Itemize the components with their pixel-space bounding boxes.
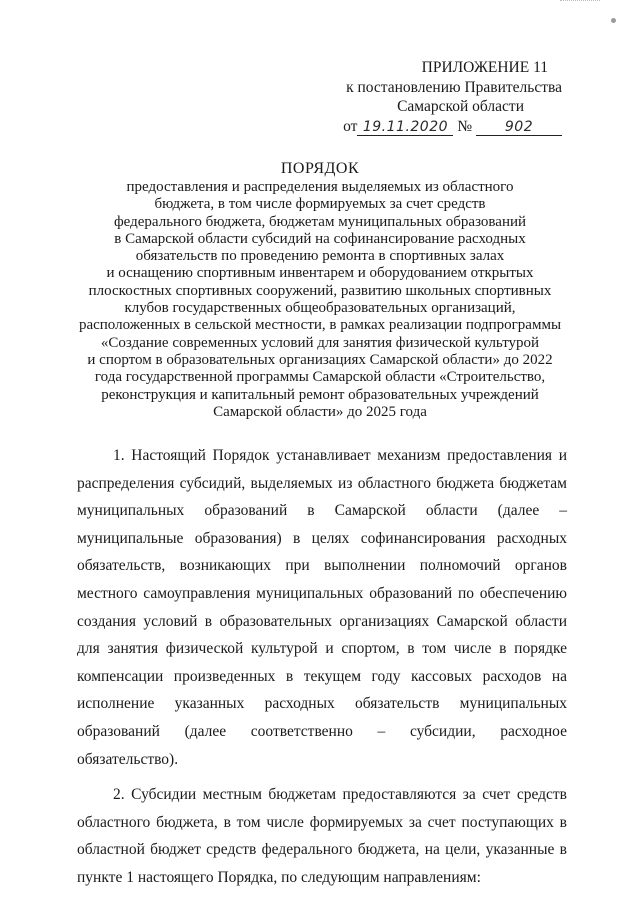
heading-line: Самарской области» до 2025 года <box>213 403 427 420</box>
heading-line: плоскостных спортивных сооружений, развитию школьных спортивных <box>88 282 552 299</box>
appendix-date-row <box>343 117 562 137</box>
heading-line: бюджета, в том числе формируемых за счет средств <box>154 196 486 213</box>
heading-line: расположенных в сельской местности, в рамках реализации подпрограммы <box>78 317 562 334</box>
heading-line: года государственной программы Самарской области «Строительство, <box>94 369 546 386</box>
paragraph-1: 1. Настоящий Порядок устанавливает механизм предоставления и распределения субсидий, выделяемых из областного бюджета бюджетам муниципальных образований в Самарской области (далее – муниципальные образования) в целях софинансирования расходных обязательств, возникающих при выполнении полномочий органов местного самоуправления муниципальных образований по обеспечению создания условий в образовательных организациях Самарской области для занятия физической культурой и спортом, в том числе в порядке компенсации произведенных в текущем году кассовых расходов на исполнение указанных расходных обязательств муниципальных образований (далее соответственно – субсидии, расходное обязательство). <box>77 447 567 768</box>
scan-dot <box>611 18 616 23</box>
heading-line: и спортом в образовательных организациях Самарской области» до 2022 <box>87 351 553 368</box>
paragraph-2: 2. Субсидии местным бюджетам предоставляются за счет средств областного бюджета, в том числе формируемых за счет поступающих в областной бюджет средств федерального бюджета, на цели, указанные в пункте 1 настоящего Порядка, по следующим направлениям: <box>77 786 567 886</box>
appendix-title: ПРИЛОЖЕНИЕ 11 <box>421 59 548 76</box>
document-title: ПОРЯДОК <box>280 160 360 177</box>
handwritten-date: 19.11.2020 <box>357 120 453 136</box>
heading-line: предоставления и распределения выделяемых из областного <box>126 179 514 195</box>
scan-artifact <box>560 0 600 2</box>
document-body <box>77 442 567 900</box>
heading-line: в Самарской области субсидий на софинансирование расходных <box>114 230 526 247</box>
heading-line: «Создание современных условий для занятия физической культурой <box>100 334 540 351</box>
document-heading <box>60 160 580 421</box>
from-label: от <box>343 117 358 135</box>
appendix-block <box>343 58 562 136</box>
heading-line: клубов государственных общеобразовательных организаций, <box>124 300 516 317</box>
appendix-line-2: Самарской области <box>397 98 524 115</box>
heading-line: реконструкция и капитальный ремонт образовательных учреждений <box>101 386 539 403</box>
heading-line: обязательств по проведению ремонта в спортивных залах <box>135 248 505 265</box>
heading-line: и оснащению спортивным инвентарем и оборудованием открытых <box>106 265 534 282</box>
appendix-line-1: к постановлению Правительства <box>346 78 562 96</box>
heading-line: федерального бюджета, бюджетам муниципальных образований <box>113 213 527 230</box>
number-label: № <box>457 117 473 135</box>
handwritten-number: 902 <box>476 120 562 136</box>
